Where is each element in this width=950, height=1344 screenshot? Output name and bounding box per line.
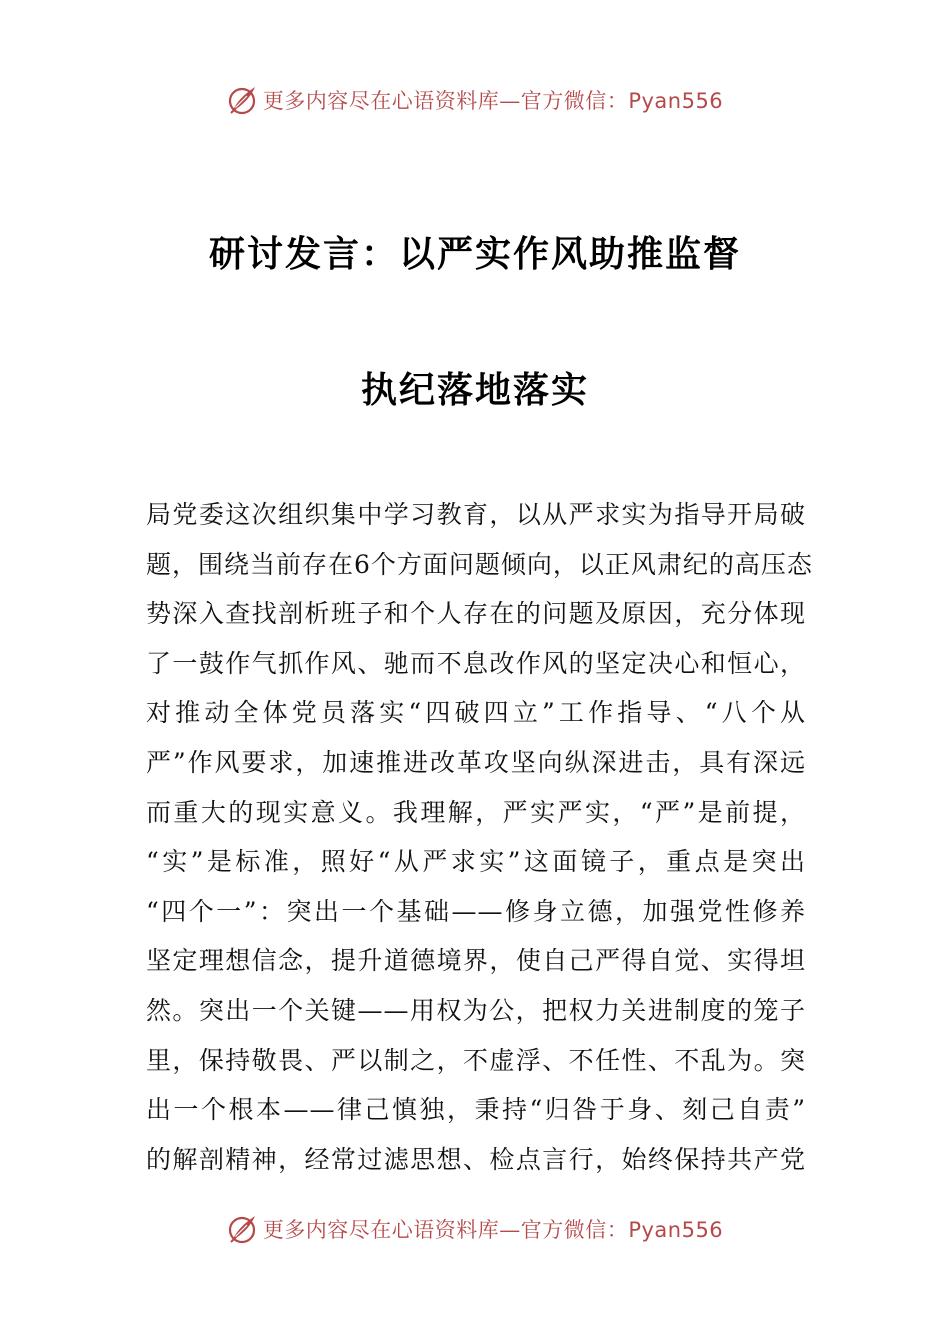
body-line: “实”是标准，照好“从严求实”这面镜子，重点是突出 bbox=[146, 847, 806, 877]
body-line: 里，保持敬畏、严以制之，不虚浮、不任性、不乱为。突 bbox=[146, 1045, 806, 1075]
quill-pen-logo-icon bbox=[227, 84, 259, 116]
header-wechat-id: Pyan556 bbox=[628, 89, 724, 113]
body-line: 势深入查找剖析班子和个人存在的问题及原因，充分体现 bbox=[146, 599, 806, 629]
body-line: 而重大的现实意义。我理解，严实严实，“严”是前提， bbox=[146, 797, 806, 827]
footer-watermark-banner bbox=[0, 1209, 950, 1249]
footer-watermark-text bbox=[263, 1214, 723, 1244]
document-title-line-1: 研讨发言：以严实作风助推监督 bbox=[208, 234, 741, 275]
body-line: 的解剖精神，经常过滤思想、检点言行，始终保持共产党 bbox=[146, 1144, 806, 1174]
footer-wechat-id: Pyan556 bbox=[628, 1218, 724, 1242]
body-paragraph bbox=[146, 490, 813, 1184]
body-line: 坚定理想信念，提升道德境界，使自己严得自觉、实得坦 bbox=[146, 946, 806, 976]
footer-watermark-label: 更多内容尽在心语资料库—官方微信： bbox=[262, 1218, 629, 1242]
body-line: 了一鼓作气抓作风、驰而不息改作风的坚定决心和恒心， bbox=[146, 648, 806, 678]
body-line: 题，围绕当前存在6个方面问题倾向，以正风肃纪的高压态 bbox=[146, 549, 813, 579]
body-line: 局党委这次组织集中学习教育，以从严求实为指导开局破 bbox=[146, 500, 806, 529]
header-watermark-label: 更多内容尽在心语资料库—官方微信： bbox=[262, 89, 629, 113]
body-line: 严”作风要求，加速推进改革攻坚向纵深进击，具有深远 bbox=[146, 747, 806, 777]
quill-pen-logo-icon bbox=[227, 1213, 259, 1245]
header-watermark-text bbox=[263, 85, 723, 115]
body-line: 然。突出一个关键——用权为公，把权力关进制度的笼子 bbox=[146, 995, 806, 1025]
header-watermark-banner bbox=[0, 80, 950, 120]
document-title-line-2: 执纪落地落实 bbox=[360, 370, 589, 411]
body-line: 对推动全体党员落实“四破四立”工作指导、“八个从 bbox=[146, 698, 806, 728]
body-line: 出一个根本——律己慎独，秉持“归咎于身、刻己自责” bbox=[146, 1095, 806, 1125]
body-line: “四个一”：突出一个基础——修身立德，加强党性修养 bbox=[146, 896, 806, 926]
